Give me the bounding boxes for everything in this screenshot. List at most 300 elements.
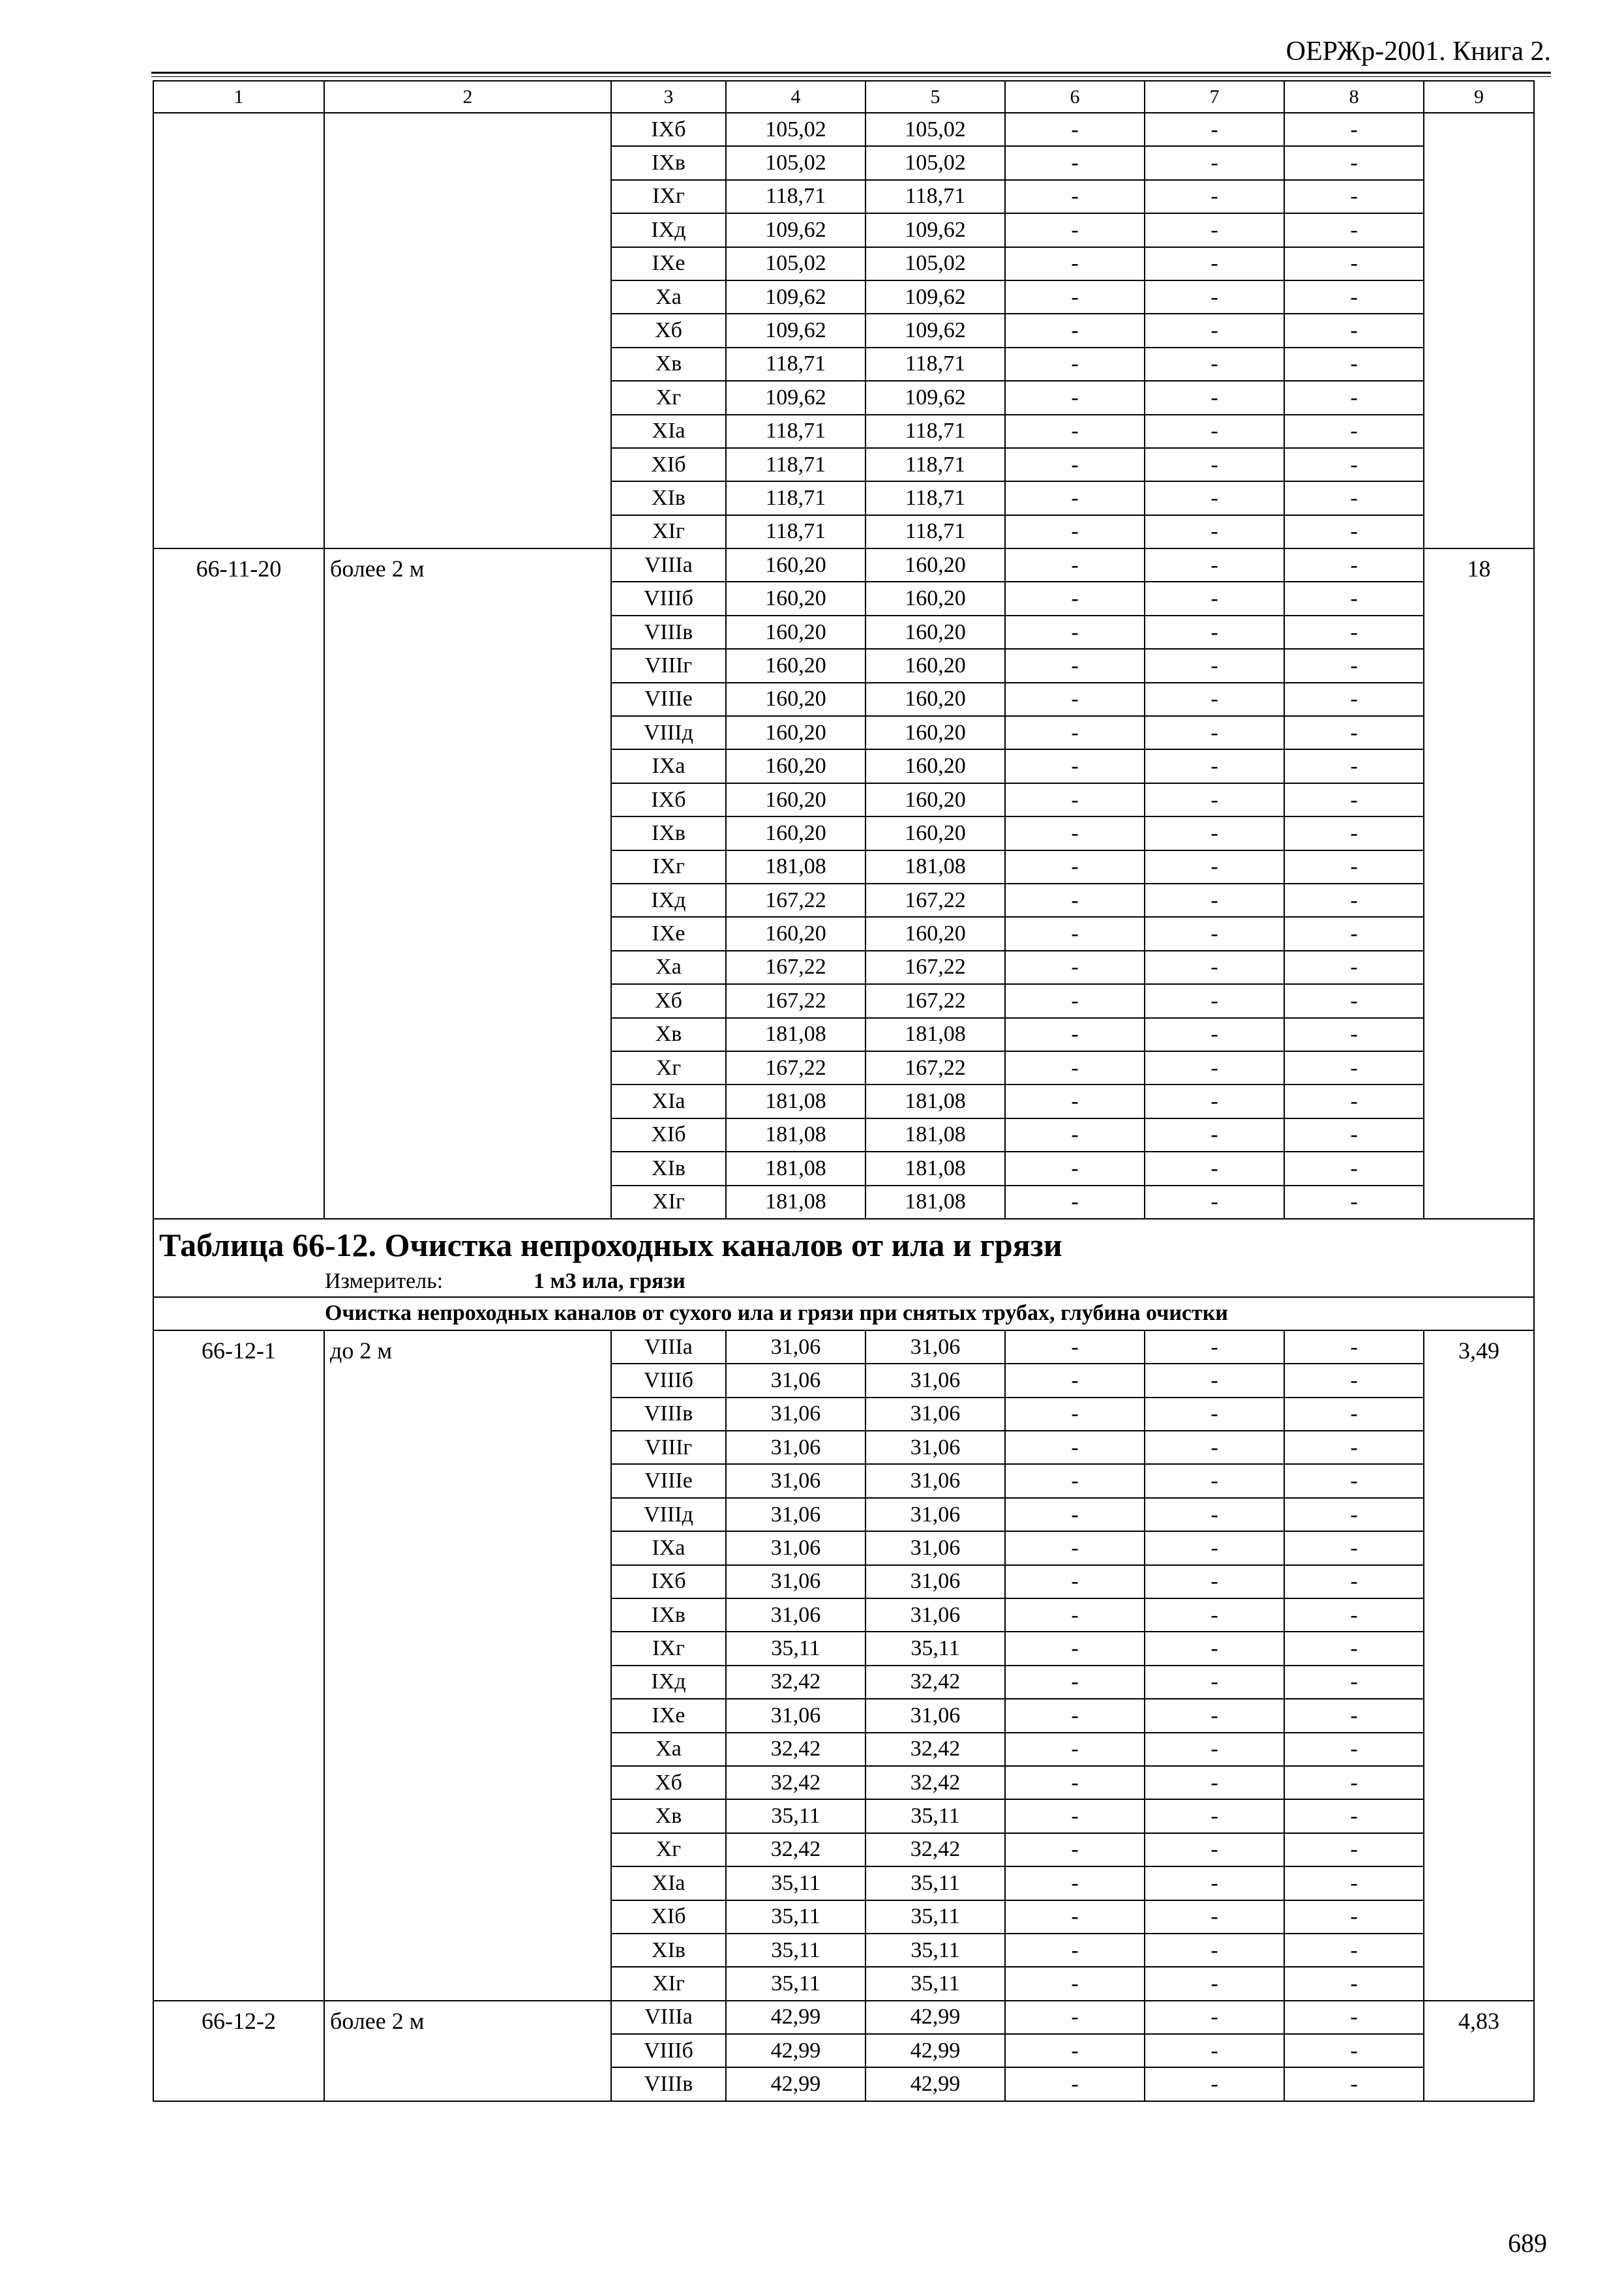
item-code: 66-12-1	[153, 1330, 324, 2001]
empty-cell: -	[1005, 213, 1145, 247]
rate-cell: 118,71	[726, 180, 865, 213]
empty-cell: -	[1145, 481, 1284, 515]
category-cell: VIIIе	[611, 1464, 726, 1497]
category-cell: XIг	[611, 1186, 726, 1219]
rate-cell: 32,42	[726, 1733, 865, 1766]
empty-cell: -	[1284, 1900, 1424, 1934]
category-cell: VIIIа	[611, 2001, 726, 2034]
empty-cell: -	[1145, 280, 1284, 314]
empty-cell: -	[1145, 1866, 1284, 1900]
empty-cell: -	[1284, 783, 1424, 816]
empty-cell: -	[1284, 1699, 1424, 1732]
category-cell: VIIIг	[611, 1431, 726, 1464]
category-cell: Xб	[611, 1766, 726, 1799]
category-cell: VIIIв	[611, 1398, 726, 1431]
rate-cell: 181,08	[726, 1152, 865, 1185]
rate-cell: 167,22	[865, 984, 1005, 1017]
empty-cell: -	[1284, 1799, 1424, 1833]
empty-cell: -	[1005, 1431, 1145, 1464]
rate-cell: 160,20	[726, 716, 865, 749]
rate-cell: 109,62	[865, 213, 1005, 247]
empty-cell: -	[1005, 1398, 1145, 1431]
rates-table-body	[153, 81, 1534, 2101]
rate-cell: 32,42	[865, 1733, 1005, 1766]
empty-cell: -	[1145, 1531, 1284, 1564]
empty-cell: -	[1005, 816, 1145, 850]
empty-cell: -	[1145, 1051, 1284, 1085]
empty-cell: -	[1145, 1666, 1284, 1699]
empty-cell: -	[1145, 616, 1284, 649]
empty-cell: -	[1005, 247, 1145, 280]
rate-cell: 181,08	[726, 1186, 865, 1219]
rate-cell: 118,71	[726, 348, 865, 381]
empty-cell: -	[1284, 749, 1424, 783]
rate-cell: 118,71	[865, 448, 1005, 481]
empty-cell: -	[1145, 1364, 1284, 1397]
empty-cell: -	[1284, 683, 1424, 716]
rate-cell: 105,02	[865, 247, 1005, 280]
rate-cell: 31,06	[865, 1464, 1005, 1497]
empty-cell: -	[1284, 1833, 1424, 1866]
rate-cell: 42,99	[865, 2001, 1005, 2034]
rate-cell: 109,62	[726, 213, 865, 247]
rate-cell: 181,08	[865, 1085, 1005, 1118]
empty-cell: -	[1005, 2001, 1145, 2034]
empty-cell: -	[1284, 951, 1424, 984]
empty-cell: -	[1005, 783, 1145, 816]
empty-cell: -	[1284, 1364, 1424, 1397]
column-number: 3	[611, 81, 726, 113]
empty-cell: -	[1005, 314, 1145, 347]
empty-cell: -	[1284, 1498, 1424, 1531]
empty-cell: -	[1005, 481, 1145, 515]
empty-cell: -	[1005, 515, 1145, 548]
category-cell: Xб	[611, 984, 726, 1017]
empty-cell: -	[1284, 716, 1424, 749]
empty-cell: -	[1145, 113, 1284, 146]
empty-cell: -	[1005, 884, 1145, 917]
empty-cell: -	[1005, 1498, 1145, 1531]
category-cell: IXе	[611, 1699, 726, 1732]
rate-cell: 31,06	[726, 1364, 865, 1397]
empty-cell: -	[1284, 113, 1424, 146]
empty-cell: -	[1005, 1464, 1145, 1497]
empty-cell: -	[1284, 481, 1424, 515]
empty-cell: -	[1284, 884, 1424, 917]
category-cell: IXг	[611, 850, 726, 884]
empty-cell: -	[1005, 113, 1145, 146]
empty-cell: -	[1005, 348, 1145, 381]
empty-cell: -	[1005, 1118, 1145, 1152]
unit-label: Измеритель:	[325, 1268, 444, 1293]
empty-cell: -	[1005, 1866, 1145, 1900]
rate-cell: 105,02	[865, 113, 1005, 146]
empty-cell: -	[1145, 716, 1284, 749]
item-name	[324, 113, 611, 548]
rate-cell: 31,06	[865, 1398, 1005, 1431]
rates-table	[153, 80, 1535, 2102]
item-code: 66-11-20	[153, 548, 324, 1219]
empty-cell: -	[1284, 415, 1424, 448]
rate-cell: 167,22	[865, 1051, 1005, 1085]
empty-cell: -	[1005, 1900, 1145, 1934]
column-number: 4	[726, 81, 865, 113]
rate-cell: 31,06	[726, 1565, 865, 1598]
rate-cell: 160,20	[726, 749, 865, 783]
category-cell: IXд	[611, 213, 726, 247]
category-cell: XIв	[611, 1152, 726, 1185]
empty-cell: -	[1145, 1018, 1284, 1051]
item-quantity: 4,83	[1424, 2001, 1534, 2101]
rate-cell: 32,42	[865, 1766, 1005, 1799]
category-cell: XIв	[611, 481, 726, 515]
rate-cell: 160,20	[865, 548, 1005, 582]
rate-cell: 32,42	[865, 1666, 1005, 1699]
category-cell: Xб	[611, 314, 726, 347]
empty-cell: -	[1284, 1118, 1424, 1152]
empty-cell: -	[1284, 1398, 1424, 1431]
empty-cell: -	[1284, 850, 1424, 884]
rate-cell: 35,11	[865, 1934, 1005, 1967]
empty-cell: -	[1005, 2067, 1145, 2101]
empty-cell: -	[1005, 1632, 1145, 1665]
empty-cell: -	[1284, 582, 1424, 615]
empty-cell: -	[1005, 1967, 1145, 2000]
empty-cell: -	[1005, 649, 1145, 682]
empty-cell: -	[1145, 1934, 1284, 1967]
empty-cell: -	[1145, 1733, 1284, 1766]
rate-cell: 31,06	[865, 1364, 1005, 1397]
column-number: 8	[1284, 81, 1424, 113]
book-title: ОЕРЖр-2001. Книга 2.	[1286, 37, 1551, 67]
empty-cell: -	[1284, 816, 1424, 850]
empty-cell: -	[1005, 1598, 1145, 1632]
empty-cell: -	[1145, 1186, 1284, 1219]
empty-cell: -	[1284, 348, 1424, 381]
rate-cell: 31,06	[726, 1598, 865, 1632]
column-number: 7	[1145, 81, 1284, 113]
table-subheader-row	[153, 1297, 1534, 1330]
column-number: 2	[324, 81, 611, 113]
rate-cell: 160,20	[865, 649, 1005, 682]
empty-cell: -	[1284, 1330, 1424, 1364]
empty-cell: -	[1284, 1733, 1424, 1766]
empty-cell: -	[1005, 1330, 1145, 1364]
empty-cell: -	[1005, 415, 1145, 448]
empty-cell: -	[1284, 146, 1424, 179]
item-code: 66-12-2	[153, 2001, 324, 2101]
rate-cell: 160,20	[726, 582, 865, 615]
rate-cell: 118,71	[726, 481, 865, 515]
rate-cell: 31,06	[726, 1398, 865, 1431]
empty-cell: -	[1005, 1051, 1145, 1085]
table-row	[153, 113, 1534, 146]
rate-cell: 31,06	[865, 1431, 1005, 1464]
category-cell: VIIIа	[611, 548, 726, 582]
empty-cell: -	[1145, 213, 1284, 247]
empty-cell: -	[1005, 381, 1145, 414]
rate-cell: 32,42	[726, 1833, 865, 1866]
category-cell: IXг	[611, 180, 726, 213]
rate-cell: 35,11	[726, 1799, 865, 1833]
category-cell: XIг	[611, 1967, 726, 2000]
rate-cell: 160,20	[726, 649, 865, 682]
column-number: 5	[865, 81, 1005, 113]
table-title: Таблица 66-12. Очистка непроходных каналов от ила и грязи	[159, 1226, 1062, 1263]
category-cell: XIа	[611, 415, 726, 448]
empty-cell: -	[1284, 1464, 1424, 1497]
empty-cell: -	[1284, 280, 1424, 314]
category-cell: IXе	[611, 247, 726, 280]
rate-cell: 181,08	[865, 850, 1005, 884]
empty-cell: -	[1145, 1598, 1284, 1632]
empty-cell: -	[1005, 1799, 1145, 1833]
rate-cell: 167,22	[726, 984, 865, 1017]
category-cell: Xа	[611, 280, 726, 314]
empty-cell: -	[1284, 1967, 1424, 2000]
empty-cell: -	[1145, 548, 1284, 582]
empty-cell: -	[1145, 348, 1284, 381]
category-cell: XIа	[611, 1866, 726, 1900]
rate-cell: 160,20	[865, 582, 1005, 615]
category-cell: IXб	[611, 113, 726, 146]
empty-cell: -	[1145, 381, 1284, 414]
empty-cell: -	[1005, 683, 1145, 716]
rate-cell: 167,22	[726, 951, 865, 984]
empty-cell: -	[1005, 1833, 1145, 1866]
item-quantity	[1424, 113, 1534, 548]
empty-cell: -	[1145, 2034, 1284, 2067]
item-name: более 2 м	[324, 2001, 611, 2101]
rate-cell: 118,71	[726, 448, 865, 481]
rate-cell: 118,71	[726, 515, 865, 548]
category-cell: Xв	[611, 348, 726, 381]
empty-cell: -	[1005, 1152, 1145, 1185]
category-cell: VIIIг	[611, 649, 726, 682]
rate-cell: 109,62	[726, 280, 865, 314]
empty-cell: -	[1005, 1018, 1145, 1051]
category-cell: IXв	[611, 1598, 726, 1632]
table-row	[153, 2001, 1534, 2034]
rate-cell: 31,06	[865, 1498, 1005, 1531]
empty-cell: -	[1005, 280, 1145, 314]
category-cell: VIIIе	[611, 683, 726, 716]
rate-cell: 181,08	[726, 1085, 865, 1118]
category-cell: IXа	[611, 749, 726, 783]
rate-cell: 118,71	[726, 415, 865, 448]
empty-cell: -	[1145, 448, 1284, 481]
rate-cell: 31,06	[726, 1431, 865, 1464]
rate-cell: 105,02	[865, 146, 1005, 179]
empty-cell: -	[1145, 1632, 1284, 1665]
category-cell: IXд	[611, 1666, 726, 1699]
item-name: до 2 м	[324, 1330, 611, 2001]
empty-cell: -	[1005, 616, 1145, 649]
empty-cell: -	[1005, 1085, 1145, 1118]
category-cell: VIIIд	[611, 1498, 726, 1531]
rate-cell: 109,62	[726, 314, 865, 347]
empty-cell: -	[1284, 2001, 1424, 2034]
empty-cell: -	[1284, 448, 1424, 481]
empty-cell: -	[1284, 1051, 1424, 1085]
empty-cell: -	[1145, 1152, 1284, 1185]
empty-cell: -	[1145, 180, 1284, 213]
empty-cell: -	[1284, 247, 1424, 280]
empty-cell: -	[1145, 1498, 1284, 1531]
category-cell: XIв	[611, 1934, 726, 1967]
empty-cell: -	[1005, 1766, 1145, 1799]
rate-cell: 109,62	[865, 280, 1005, 314]
category-cell: Xа	[611, 951, 726, 984]
empty-cell: -	[1145, 1766, 1284, 1799]
category-cell: Xг	[611, 1833, 726, 1866]
header-rule-thin	[151, 76, 1551, 77]
empty-cell: -	[1145, 984, 1284, 1017]
empty-cell: -	[1284, 1186, 1424, 1219]
empty-cell: -	[1145, 515, 1284, 548]
category-cell: VIIIб	[611, 1364, 726, 1397]
rate-cell: 35,11	[726, 1967, 865, 2000]
empty-cell: -	[1005, 146, 1145, 179]
category-cell: IXб	[611, 1565, 726, 1598]
rate-cell: 181,08	[726, 1118, 865, 1152]
rate-cell: 42,99	[865, 2067, 1005, 2101]
subheader-text: Очистка непроходных каналов от сухого ила и грязи при снятых трубах, глубина очистки	[325, 1301, 1228, 1326]
empty-cell: -	[1145, 314, 1284, 347]
table-section-row	[153, 1219, 1534, 1297]
empty-cell: -	[1284, 2034, 1424, 2067]
empty-cell: -	[1284, 649, 1424, 682]
unit-value: 1 м3 ила, грязи	[534, 1268, 685, 1293]
empty-cell: -	[1005, 984, 1145, 1017]
category-cell: IXг	[611, 1632, 726, 1665]
empty-cell: -	[1145, 951, 1284, 984]
item-name: более 2 м	[324, 548, 611, 1219]
empty-cell: -	[1005, 917, 1145, 950]
rate-cell: 31,06	[865, 1699, 1005, 1732]
rate-cell: 35,11	[726, 1866, 865, 1900]
column-number: 9	[1424, 81, 1534, 113]
empty-cell: -	[1284, 616, 1424, 649]
empty-cell: -	[1284, 1431, 1424, 1464]
empty-cell: -	[1145, 1900, 1284, 1934]
empty-cell: -	[1145, 1799, 1284, 1833]
rate-cell: 160,20	[865, 749, 1005, 783]
empty-cell: -	[1284, 1598, 1424, 1632]
empty-cell: -	[1284, 1866, 1424, 1900]
empty-cell: -	[1005, 850, 1145, 884]
rate-cell: 109,62	[865, 381, 1005, 414]
empty-cell: -	[1284, 213, 1424, 247]
empty-cell: -	[1145, 146, 1284, 179]
rate-cell: 42,99	[726, 2034, 865, 2067]
rate-cell: 32,42	[726, 1766, 865, 1799]
unit-row	[154, 1261, 1533, 1293]
empty-cell: -	[1145, 1967, 1284, 2000]
rate-cell: 181,08	[865, 1018, 1005, 1051]
rate-cell: 160,20	[865, 683, 1005, 716]
empty-cell: -	[1145, 2067, 1284, 2101]
empty-cell: -	[1005, 582, 1145, 615]
rate-cell: 31,06	[726, 1498, 865, 1531]
rate-cell: 42,99	[726, 2067, 865, 2101]
rate-cell: 105,02	[726, 247, 865, 280]
rate-cell: 35,11	[865, 1967, 1005, 2000]
category-cell: Xв	[611, 1018, 726, 1051]
empty-cell: -	[1145, 683, 1284, 716]
rate-cell: 31,06	[726, 1464, 865, 1497]
empty-cell: -	[1284, 1766, 1424, 1799]
category-cell: VIIIв	[611, 2067, 726, 2101]
empty-cell: -	[1145, 649, 1284, 682]
empty-cell: -	[1145, 816, 1284, 850]
category-cell: XIб	[611, 1900, 726, 1934]
column-numbers-row	[153, 81, 1534, 113]
rate-cell: 160,20	[726, 917, 865, 950]
category-cell: VIIIб	[611, 2034, 726, 2067]
category-cell: VIIIа	[611, 1330, 726, 1364]
empty-cell: -	[1284, 1565, 1424, 1598]
empty-cell: -	[1005, 716, 1145, 749]
rate-cell: 160,20	[726, 548, 865, 582]
category-cell: VIIIб	[611, 582, 726, 615]
empty-cell: -	[1284, 1666, 1424, 1699]
category-cell: IXв	[611, 816, 726, 850]
rate-cell: 42,99	[726, 2001, 865, 2034]
rate-cell: 31,06	[865, 1330, 1005, 1364]
rate-cell: 160,20	[865, 716, 1005, 749]
table-row	[153, 1330, 1534, 1364]
rate-cell: 105,02	[726, 113, 865, 146]
empty-cell: -	[1145, 1699, 1284, 1732]
empty-cell: -	[1284, 1018, 1424, 1051]
table-section	[153, 1219, 1534, 1297]
rate-cell: 118,71	[865, 481, 1005, 515]
empty-cell: -	[1284, 1632, 1424, 1665]
rate-cell: 35,11	[726, 1934, 865, 1967]
empty-cell: -	[1005, 1934, 1145, 1967]
item-quantity: 3,49	[1424, 1330, 1534, 2001]
empty-cell: -	[1145, 1330, 1284, 1364]
empty-cell: -	[1005, 951, 1145, 984]
empty-cell: -	[1005, 749, 1145, 783]
rate-cell: 181,08	[726, 1018, 865, 1051]
empty-cell: -	[1145, 1398, 1284, 1431]
empty-cell: -	[1145, 783, 1284, 816]
table-row	[153, 548, 1534, 582]
rate-cell: 160,20	[865, 816, 1005, 850]
header-rule	[151, 72, 1551, 74]
rate-cell: 118,71	[865, 348, 1005, 381]
rate-cell: 181,08	[865, 1118, 1005, 1152]
empty-cell: -	[1005, 1699, 1145, 1732]
empty-cell: -	[1284, 917, 1424, 950]
rate-cell: 35,11	[726, 1632, 865, 1665]
empty-cell: -	[1284, 180, 1424, 213]
empty-cell: -	[1284, 548, 1424, 582]
rate-cell: 31,06	[865, 1565, 1005, 1598]
empty-cell: -	[1145, 917, 1284, 950]
empty-cell: -	[1284, 1531, 1424, 1564]
category-cell: XIб	[611, 1118, 726, 1152]
rate-cell: 31,06	[726, 1699, 865, 1732]
rate-cell: 181,08	[865, 1152, 1005, 1185]
empty-cell: -	[1145, 415, 1284, 448]
rate-cell: 35,11	[865, 1866, 1005, 1900]
rate-cell: 31,06	[865, 1531, 1005, 1564]
empty-cell: -	[1284, 1934, 1424, 1967]
empty-cell: -	[1284, 984, 1424, 1017]
